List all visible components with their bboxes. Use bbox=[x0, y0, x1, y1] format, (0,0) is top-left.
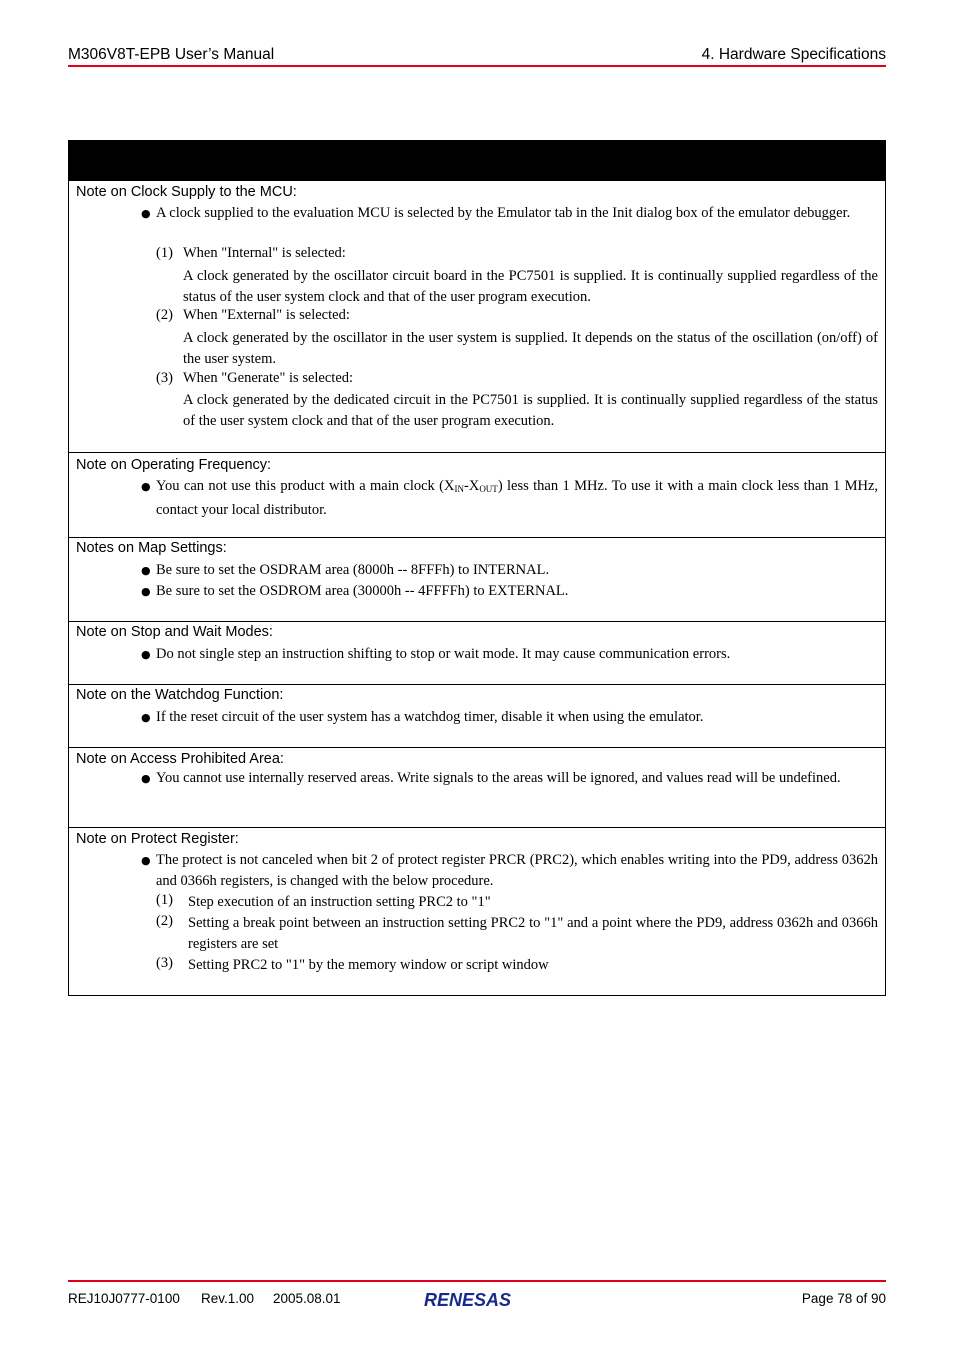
item-number: (3) bbox=[156, 370, 173, 386]
bullet-icon: ● bbox=[141, 207, 151, 220]
section-title: Note on Stop and Wait Modes: bbox=[76, 624, 273, 640]
doc-id: REJ10J0777-0100 bbox=[68, 1291, 180, 1306]
page-number: Page 78 of 90 bbox=[801, 1291, 886, 1306]
bullet-text: Do not single step an instruction shifting to stop or wait mode. It may cause communication errors. bbox=[156, 646, 731, 662]
item-number: (2) bbox=[156, 913, 173, 929]
bullet-icon: ● bbox=[141, 772, 151, 785]
bullet-icon: ● bbox=[141, 854, 151, 867]
item-number: (3) bbox=[156, 955, 173, 971]
note-map-settings bbox=[68, 537, 886, 623]
item-number: (2) bbox=[156, 307, 173, 323]
bullet-icon: ● bbox=[141, 648, 151, 661]
release-date: 2005.08.01 bbox=[273, 1291, 341, 1306]
revision: Rev.1.00 bbox=[201, 1291, 255, 1306]
bullet-text: If the reset circuit of the user system has a watchdog timer, disable it when using the emulator. bbox=[156, 709, 704, 725]
text-part: ) less than 1 MHz. To use it with a main clock less than 1 MHz, contact your local distributor. bbox=[156, 478, 879, 518]
item-text: A clock generated by the oscillator circuit board in the PC7501 is supplied. It is continually supplied regardless of the status of the user system clock and that of the user program execution. bbox=[183, 268, 878, 305]
chapter-title: 4. Hardware Specifications bbox=[701, 46, 886, 63]
note-access-prohibited-area bbox=[68, 747, 886, 829]
section-title: Note on Clock Supply to the MCU: bbox=[76, 184, 297, 200]
note-operating-frequency bbox=[68, 452, 886, 539]
subscript-out: OUT bbox=[479, 484, 498, 494]
section-title: Note on Protect Register: bbox=[76, 831, 239, 847]
page-header bbox=[68, 46, 886, 66]
item-label: When "Internal" is selected: bbox=[183, 245, 346, 261]
renesas-logo bbox=[420, 1286, 534, 1312]
note-protect-register bbox=[68, 827, 886, 996]
note-watchdog-function bbox=[68, 684, 886, 749]
bullet-icon: ● bbox=[141, 585, 151, 598]
bullet-text: You cannot use internally reserved areas. Write signals to the areas will be ignored, and values read will be undefined. bbox=[156, 770, 841, 786]
subscript-in: IN bbox=[454, 484, 464, 494]
item-text: A clock generated by the dedicated circuit in the PC7501 is supplied. It is continually supplied regardless of the status of the user system clock and that of the user program execution. bbox=[183, 392, 878, 429]
note-stop-wait-modes bbox=[68, 621, 886, 686]
bullet-icon: ● bbox=[141, 711, 151, 724]
item-number: (1) bbox=[156, 892, 173, 908]
text-part: -X bbox=[464, 478, 480, 494]
item-text: Setting a break point between an instruction setting PRC2 to "1" and a point where the PD9, address 0362h and 0366h registers are set bbox=[188, 915, 878, 952]
item-number: (1) bbox=[156, 245, 173, 261]
bullet-icon: ● bbox=[141, 480, 151, 493]
item-text: Setting PRC2 to "1" by the memory window or script window bbox=[188, 957, 549, 973]
header-rule bbox=[68, 65, 886, 67]
bullet-text: A clock supplied to the evaluation MCU is selected by the Emulator tab in the Init dialog box of the emulator debugger. bbox=[156, 205, 851, 221]
bullet-icon: ● bbox=[141, 564, 151, 577]
note-clock-supply bbox=[68, 181, 886, 453]
item-text: Step execution of an instruction setting PRC2 to "1" bbox=[188, 894, 491, 910]
section-title: Note on Access Prohibited Area: bbox=[76, 751, 284, 767]
bullet-text: Be sure to set the OSDROM area (30000h -- 4FFFFh) to EXTERNAL. bbox=[156, 583, 569, 599]
manual-title: M306V8T-EPB User’s Manual bbox=[68, 46, 275, 63]
footer-rule bbox=[68, 1280, 886, 1282]
bullet-text: Be sure to set the OSDRAM area (8000h -- 8FFFh) to INTERNAL. bbox=[156, 562, 550, 578]
item-text: A clock generated by the oscillator in the user system is supplied. It depends on the status of the oscillation (on/off) of the user system. bbox=[183, 330, 878, 367]
item-label: When "Generate" is selected: bbox=[183, 370, 354, 386]
section-title: Note on the Watchdog Function: bbox=[76, 687, 284, 703]
logo-text: RENESAS bbox=[424, 1290, 512, 1310]
item-label: When "External" is selected: bbox=[183, 307, 350, 323]
text-part: You can not use this product with a main clock (X bbox=[156, 478, 455, 494]
bullet-text bbox=[156, 476, 878, 521]
section-title: Note on Operating Frequency: bbox=[76, 457, 272, 473]
bullet-text: The protect is not canceled when bit 2 of protect register PRCR (PRC2), which enables writing into the PD9, address 0362h and 0366h registers, is changed with the below procedure. bbox=[156, 852, 878, 889]
section-title: Notes on Map Settings: bbox=[76, 540, 227, 556]
table-header-bar bbox=[68, 140, 886, 181]
